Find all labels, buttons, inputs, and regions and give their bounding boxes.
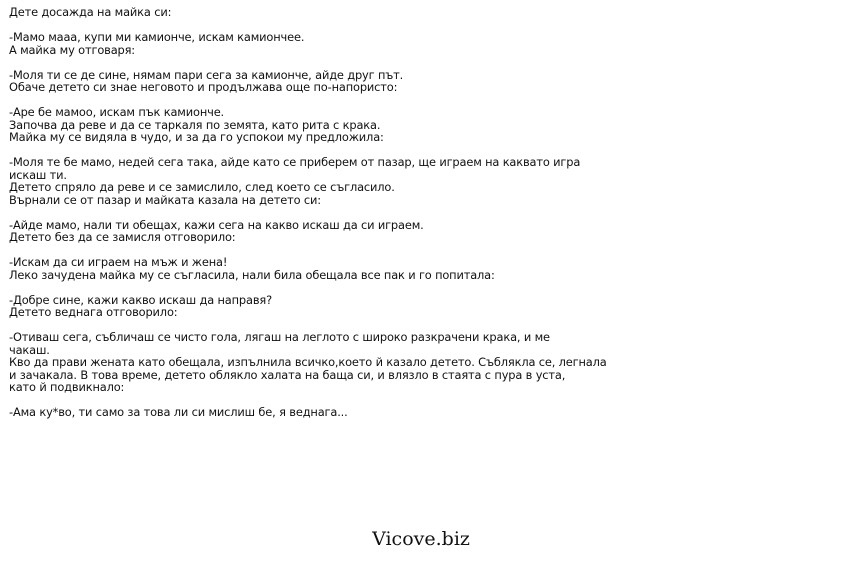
joke-title (9, 6, 609, 19)
text-line: -Отиваш сега, събличаш се чисто гола, лягаш на леглото с широко разкрачени крака, и ме (9, 330, 550, 344)
text-line: -Искам да си играем на мъж и жена! (9, 255, 228, 269)
text-line: Дете досажда на майка си: (9, 5, 172, 19)
joke-body (9, 31, 609, 419)
text-line: искаш ти. (9, 167, 67, 182)
paragraph (9, 256, 609, 281)
paragraph (9, 331, 609, 394)
site-watermark (0, 528, 852, 550)
text-line: -Добре сине, кажи какво искаш да направя? (9, 292, 273, 307)
text-line: -Моля ти се де сине, нямам пари сега за камионче, айде друг път. (9, 67, 404, 82)
paragraph (9, 156, 609, 206)
text-line: Започва да реве и да се таркаля по земята, като рита с крака. (9, 117, 381, 132)
text-line: като й подвикнало: (9, 380, 125, 394)
text-line: -Ама ку*во, ти само за това ли си мислиш бе, я веднага... (9, 405, 348, 419)
text-line: Върнали се от пазар и майката казала на детето си: (9, 192, 321, 207)
paragraph (9, 219, 609, 244)
text-line: А майка му отговаря: (9, 42, 135, 57)
paragraph (9, 31, 609, 56)
text-line: Детето веднага отговорило: (9, 305, 178, 319)
paragraph (9, 294, 609, 319)
text-line: Кво да прави жената като обещала, изпълнила всичко,което й казало детето. Съблякла се, легнала (9, 355, 607, 369)
paragraph (9, 69, 609, 94)
text-line: Детето без да се замисля отговорило: (9, 230, 236, 244)
text-line: Леко зачудена майка му се съгласила, нали била обещала все пак и го попитала: (9, 267, 495, 282)
text-line: Обаче детето си знае неговото и продължава още по-напористо: (9, 80, 398, 94)
text-line: Детето спряло да реве и се замислило, след което се съгласило. (9, 180, 395, 194)
text-line: -Моля те бе мамо, недей сега така, айде като се приберем от пазар, ще играем на каквато игра (9, 155, 581, 169)
text-line: и зачакала. В това време, детето облякло халата на баща си, и влязло в стаята с пура в уста, (9, 367, 566, 382)
text-line: -Айде мамо, нали ти обещах, кажи сега на какво искаш да си играем. (9, 217, 424, 232)
site-name: Vicove.biz (372, 528, 470, 550)
text-line: Майка му се видяла в чудо, и за да го успокои му предложила: (9, 130, 384, 144)
text-line: чакаш. (9, 342, 50, 357)
paragraph (9, 106, 609, 144)
text-line: -Мамо мааа, купи ми камионче, искам камиончее. (9, 30, 305, 44)
paragraph (9, 406, 609, 419)
text-line: -Аре бе мамоо, искам пък камионче. (9, 105, 225, 119)
joke-text (9, 6, 609, 431)
